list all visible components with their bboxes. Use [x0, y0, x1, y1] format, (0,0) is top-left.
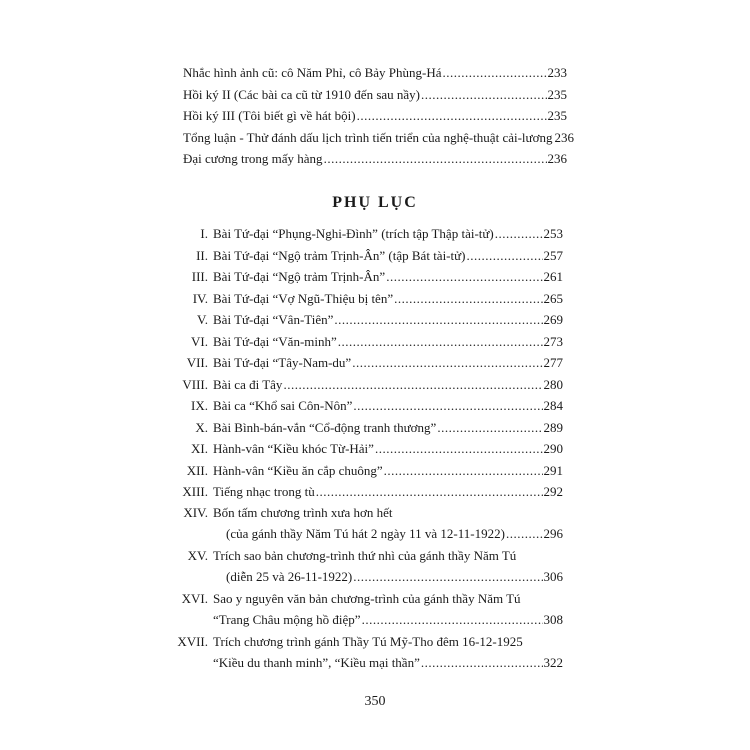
leader-dots — [353, 568, 542, 586]
appendix-entry-title-line1: Bốn tấm chương trình xưa hơn hết — [213, 505, 393, 520]
leader-dots — [283, 376, 542, 394]
appendix-entry-title-line2: (diễn 25 và 26-11-1922) — [226, 569, 353, 584]
toc-entry-title: Đại cương trong mấy hàng — [183, 151, 323, 166]
appendix-entry-title: Bài ca đi Tây — [213, 377, 283, 392]
toc-entry — [183, 129, 574, 147]
leader-dots — [334, 311, 542, 329]
appendix-entry — [226, 568, 563, 586]
appendix-numeral: XIII. — [182, 484, 208, 499]
appendix-entry-title: Bài Tứ-đại “Ngộ trảm Trịnh-Ân” — [213, 269, 386, 284]
appendix-numeral: VII. — [186, 355, 208, 370]
appendix-entry-page: 253 — [543, 226, 563, 241]
leader-dots — [324, 150, 547, 168]
appendix-entry-page: 296 — [543, 526, 563, 541]
toc-entry — [183, 64, 567, 82]
leader-dots — [316, 483, 543, 501]
toc-entry-page: 236 — [547, 151, 567, 166]
appendix-entry — [213, 225, 563, 243]
appendix-entry-page: 265 — [543, 291, 563, 306]
appendix-entry-page: 306 — [543, 569, 563, 584]
toc-entry-title: Tổng luận - Thử đánh dấu lịch trình tiến triển của nghệ-thuật cải-lương — [183, 130, 553, 145]
leader-dots — [437, 419, 542, 437]
appendix-entry-title: Bài Tứ-đại “Phụng-Nghi-Đình” (trích tập Thập tài-tử) — [213, 226, 494, 241]
appendix-numeral: V. — [197, 312, 208, 327]
appendix-entry — [213, 397, 563, 415]
toc-entry-title: Hồi ký III (Tôi biết gì về hát bội) — [183, 108, 356, 123]
appendix-entry — [213, 354, 563, 372]
toc-entry — [183, 107, 567, 125]
appendix-numeral: XV. — [187, 548, 208, 563]
appendix-entry-page: 292 — [543, 484, 563, 499]
appendix-entry — [213, 333, 563, 351]
appendix-entry-page: 308 — [543, 612, 563, 627]
toc-entry-title: Hồi ký II (Các bài ca cũ từ 1910 đến sau nầy) — [183, 87, 420, 102]
appendix-entry-title-line1: Trích chương trình gánh Thầy Tú Mỹ-Tho đêm 16-12-1925 — [213, 634, 523, 649]
appendix-entry-title: Hành-vân “Kiều khóc Từ-Hải” — [213, 441, 374, 456]
appendix-entry-page: 269 — [543, 312, 563, 327]
toc-entry-page: 235 — [547, 87, 567, 102]
appendix-entry-title: Bài Tứ-đại “Tây-Nam-du” — [213, 355, 352, 370]
toc-entry — [183, 150, 567, 168]
appendix-entry-title: Bài Tứ-đại “Vợ Ngũ-Thiệu bị tên” — [213, 291, 394, 306]
toc-entry-title: Nhắc hình ảnh cũ: cô Năm Phỉ, cô Bảy Phùng-Há — [183, 65, 442, 80]
leader-dots — [338, 333, 543, 351]
leader-dots — [352, 354, 542, 372]
appendix-entry — [213, 440, 563, 458]
appendix-entry — [213, 247, 563, 265]
appendix-entry — [213, 290, 563, 308]
appendix-entry-page: 322 — [543, 655, 563, 670]
appendix-numeral: II. — [196, 248, 208, 263]
page-number: 350 — [364, 694, 386, 709]
appendix-entry-page: 290 — [543, 441, 563, 456]
leader-dots — [362, 611, 543, 629]
appendix-numeral: I. — [200, 226, 208, 241]
toc-entry — [183, 86, 567, 104]
appendix-heading: PHỤ LỤC — [332, 194, 418, 211]
appendix-numeral: III. — [191, 269, 208, 284]
appendix-entry-title-line1: Sao y nguyên văn bản chương-trình của gánh thầy Năm Tú — [213, 591, 521, 606]
appendix-entry — [213, 311, 563, 329]
appendix-entry — [213, 268, 563, 286]
leader-dots — [495, 225, 543, 243]
appendix-entry-title: Bài Tứ-đại “Văn-minh” — [213, 334, 337, 349]
appendix-entry-title: Hành-vân “Kiều ăn cắp chuông” — [213, 463, 383, 478]
toc-entry-page: 233 — [547, 65, 567, 80]
appendix-entry-title: Bài Tứ-đại “Vân-Tiên” — [213, 312, 334, 327]
appendix-numeral: X. — [195, 420, 208, 435]
appendix-numeral: XI. — [191, 441, 208, 456]
leader-dots — [421, 654, 543, 672]
toc-entry-page: 235 — [547, 108, 567, 123]
appendix-entry-title: Tiếng nhạc trong tù — [213, 484, 315, 499]
appendix-entry-page: 289 — [543, 420, 563, 435]
appendix-numeral: IV. — [192, 291, 208, 306]
appendix-entry-title-line2: “Trang Châu mộng hồ điệp” — [213, 612, 361, 627]
appendix-numeral: XIV. — [183, 505, 208, 520]
appendix-entry-page: 273 — [543, 334, 563, 349]
leader-dots — [357, 107, 547, 125]
leader-dots — [384, 462, 543, 480]
appendix-numeral: VIII. — [182, 377, 208, 392]
appendix-entry — [213, 654, 563, 672]
appendix-entry-title-line2: (của gánh thầy Năm Tú hát 2 ngày 11 và 12-11-1922) — [226, 526, 505, 541]
appendix-entry — [213, 483, 563, 501]
appendix-entry-page: 284 — [543, 398, 563, 413]
leader-dots — [353, 397, 542, 415]
appendix-entry — [213, 611, 563, 629]
appendix-numeral: XII. — [186, 463, 208, 478]
leader-dots — [443, 64, 547, 82]
appendix-entry — [213, 376, 563, 394]
appendix-entry-title: Bài Tứ-đại “Ngộ trảm Trịnh-Ân” (tập Bát tài-tử) — [213, 248, 466, 263]
appendix-entry — [213, 462, 563, 480]
appendix-numeral: IX. — [191, 398, 208, 413]
appendix-entry-title: Bài Bình-bán-vắn “Cổ-động tranh thương” — [213, 420, 437, 435]
appendix-entry-page: 280 — [543, 377, 563, 392]
appendix-entry-page: 277 — [543, 355, 563, 370]
leader-dots — [375, 440, 543, 458]
appendix-entry-title: Bài ca “Khổ sai Côn-Nôn” — [213, 398, 353, 413]
appendix-numeral: XVI. — [181, 591, 208, 606]
appendix-numeral: VI. — [191, 334, 208, 349]
leader-dots — [506, 525, 543, 543]
appendix-entry-page: 257 — [543, 248, 563, 263]
leader-dots — [467, 247, 543, 265]
appendix-entry-title-line2: “Kiều du thanh minh”, “Kiều mại thần” — [213, 655, 420, 670]
appendix-entry — [213, 419, 563, 437]
appendix-entry-page: 291 — [543, 463, 563, 478]
appendix-entry-title-line1: Trích sao bản chương-trình thứ nhì của gánh thầy Năm Tú — [213, 548, 517, 563]
leader-dots — [421, 86, 547, 104]
toc-entry-page: 236 — [554, 130, 574, 145]
leader-dots — [386, 268, 542, 286]
appendix-entry — [226, 525, 563, 543]
leader-dots — [394, 290, 542, 308]
appendix-entry-page: 261 — [543, 269, 563, 284]
appendix-numeral: XVII. — [177, 634, 208, 649]
